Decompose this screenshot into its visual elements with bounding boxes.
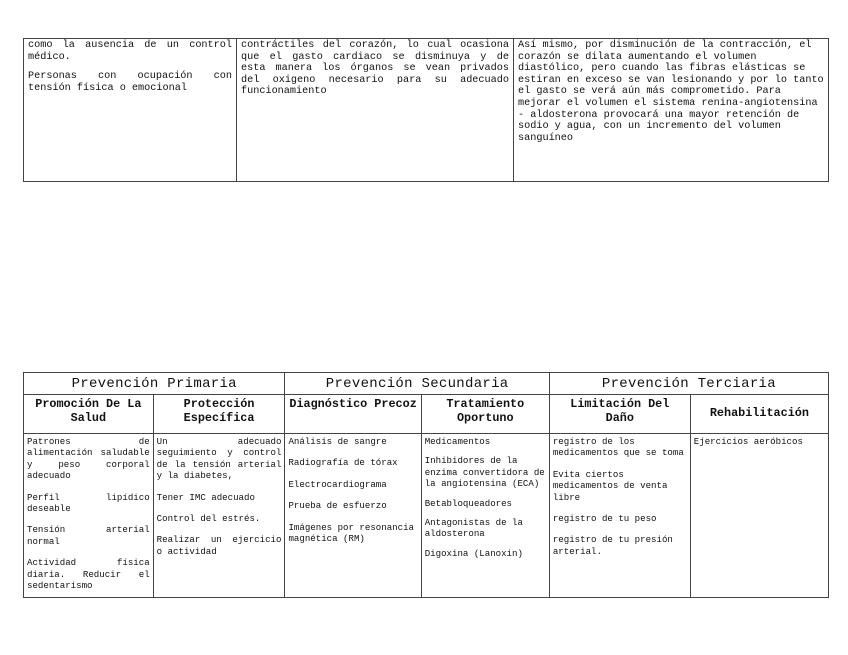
subheader-limitacion: Limitación Del Daño: [549, 395, 690, 434]
table-row: [24, 434, 829, 598]
list-item: Realizar un ejercicio o actividad: [156, 534, 282, 557]
cell-diagnostico: [285, 434, 421, 598]
list-item: Imágenes por resonancia magnética (RM): [288, 521, 414, 545]
list-item: Control del estrés.: [156, 513, 261, 525]
list-item: Ejercicios aeróbicos: [693, 436, 803, 447]
cell-paragraph: como la ausencia de un control médico.: [28, 40, 232, 63]
table-subheader-row: [24, 395, 829, 434]
list-item: Evita ciertos medicamentos de venta libre: [552, 468, 668, 503]
list-item: registro de los medicamentos que se toma: [552, 436, 684, 459]
list-item: Actividad física diaria. Reducir el sedentarismo: [27, 557, 150, 592]
prevention-levels-table: [23, 372, 829, 598]
cell-limitacion: [549, 434, 690, 598]
table-cell-risk-factors: [24, 39, 237, 182]
header-primary-prevention: Prevención Primaria: [24, 373, 285, 395]
subheader-rehabilitacion: Rehabilitación: [690, 395, 828, 434]
subheader-tratamiento: Tratamiento Oportuno: [421, 395, 549, 434]
cell-tratamiento: [421, 434, 549, 598]
list-item: Electrocardiograma: [288, 478, 387, 490]
list-item: Inhibidores de la enzima convertidora de la angiotensina (ECA): [424, 455, 545, 490]
table-header-row: [24, 373, 829, 395]
subheader-promocion: Promoción De La Salud: [24, 395, 154, 434]
cell-rehabilitacion: [690, 434, 828, 598]
list-item: Patrones de alimentación saludable y peso corporal adecuado: [27, 436, 150, 482]
list-item: Medicamentos: [424, 436, 491, 447]
table-cell-mechanism: contráctiles del corazón, lo cual ocasiona que el gasto cardiaco se disminuya y de esta manera los órganos se vean privados del oxigeno necesario para su adecuado funcionamiento: [237, 39, 514, 182]
table-row: [24, 39, 829, 182]
list-item: registro de tu presión arterial.: [552, 534, 673, 557]
list-item: Radiografía de tórax: [288, 457, 398, 469]
cell-paragraph: Personas con ocupación con tensión física o emocional: [28, 71, 232, 94]
list-item: Perfil lipídico deseable: [27, 491, 150, 515]
continuation-table: [23, 38, 829, 182]
list-item: Un adecuado seguimiento y control de la tensión arterial y la diabetes,: [156, 436, 282, 482]
list-item: Digoxina (Lanoxin): [424, 547, 523, 559]
list-item: Betabloqueadores: [424, 497, 513, 509]
header-tertiary-prevention: Prevención Terciaria: [549, 373, 828, 395]
header-secondary-prevention: Prevención Secundaria: [285, 373, 549, 395]
cell-promocion: [24, 434, 154, 598]
list-item: Antagonistas de la aldosterona: [424, 517, 523, 540]
cell-proteccion: [153, 434, 285, 598]
subheader-diagnostico: Diagnóstico Precoz: [285, 395, 421, 434]
list-item: Prueba de esfuerzo: [288, 500, 387, 512]
list-item: registro de tu peso: [552, 513, 657, 525]
subheader-proteccion: Protección Específica: [153, 395, 285, 434]
list-item: Análisis de sangre: [288, 436, 387, 447]
list-item: Tener IMC adecuado: [156, 491, 255, 503]
list-item: Tensión arterial normal: [27, 524, 150, 547]
table-cell-physiology: Así mismo, por disminución de la contracción, el corazón se dilata aumentando el volumen diastólico, pero cuando las fibras elásticas se estiran en exceso se van lesionando y por lo tanto el gasto se verá aún más comprometido. Para mejorar el volumen el sistema renina-angiotensina - aldosterona provocará una mayor retención de sodio y agua, con un incremento del volumen sanguíneo: [514, 39, 829, 182]
